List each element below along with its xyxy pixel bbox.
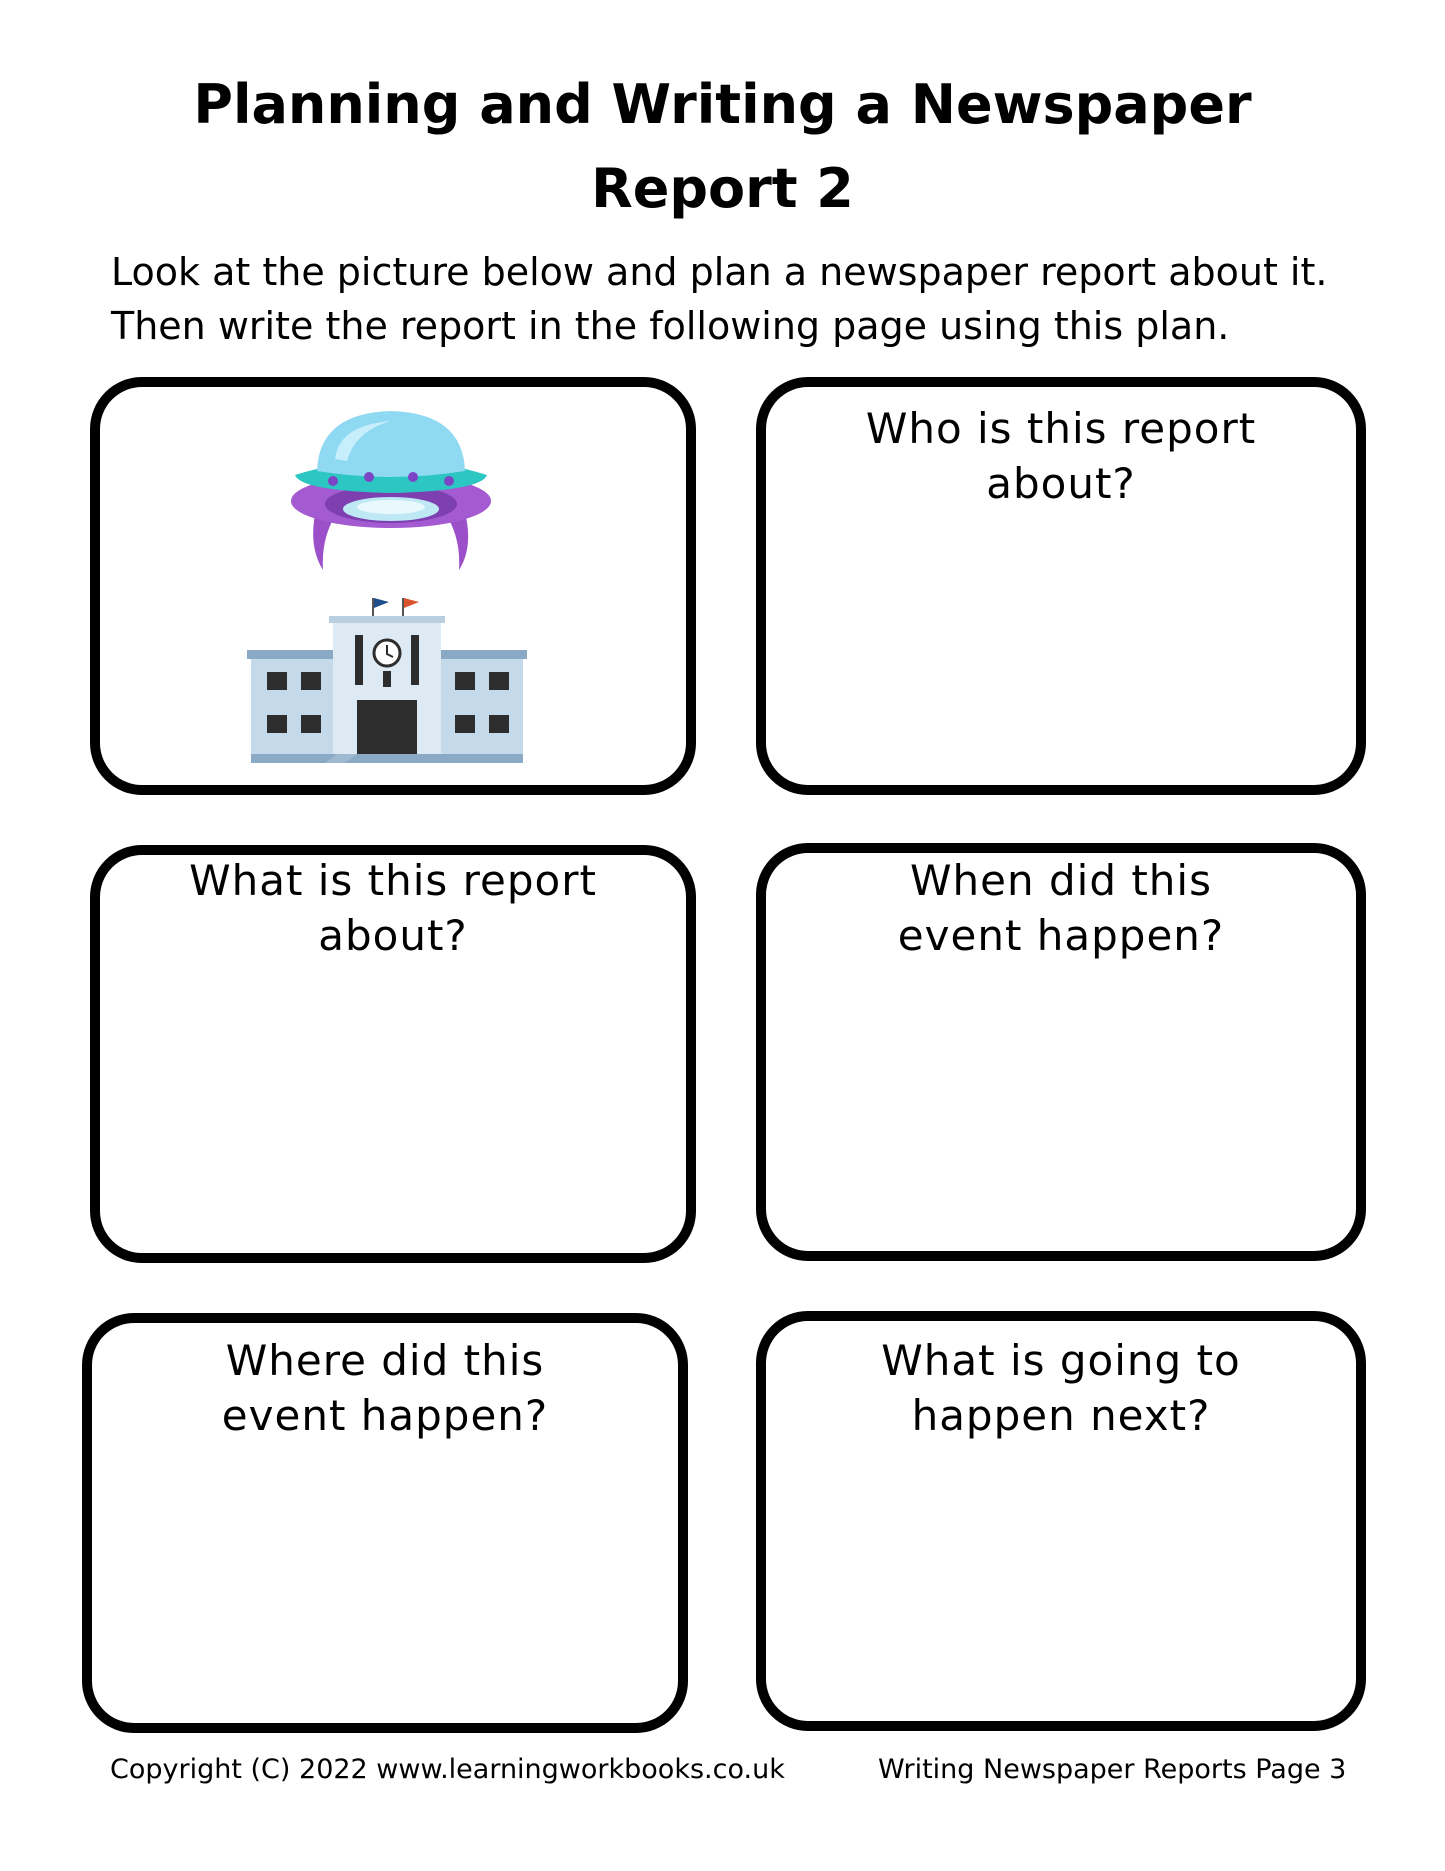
copyright-footer: Copyright (C) 2022 www.learningworkbooks.co.uk: [110, 1754, 785, 1785]
what-question: [100, 853, 686, 963]
when-question-line-2: event happen?: [897, 911, 1225, 960]
who-question-line-1: Who is this report: [865, 404, 1257, 453]
next-question: [766, 1333, 1356, 1443]
where-box[interactable]: [82, 1313, 688, 1733]
who-question-line-2: about?: [986, 459, 1136, 508]
where-question: [92, 1333, 678, 1443]
instructions: [111, 245, 1371, 353]
page-title-line-2: Report 2: [591, 157, 854, 220]
page-number-footer: Writing Newspaper Reports Page 3: [878, 1754, 1347, 1785]
ufo-icon: [291, 411, 491, 570]
when-box[interactable]: [756, 843, 1366, 1261]
where-question-line-2: event happen?: [221, 1391, 549, 1440]
ufo-school-illustration: [245, 405, 545, 775]
instructions-line-1: Look at the picture below and plan a newspaper report about it.: [111, 250, 1328, 294]
what-question-line-2: about?: [318, 911, 468, 960]
page-title-line-1: Planning and Writing a Newspaper: [193, 73, 1252, 136]
instructions-line-2: Then write the report in the following page using this plan.: [111, 304, 1230, 348]
what-box[interactable]: [90, 845, 696, 1263]
who-question: [766, 401, 1356, 511]
school-building-icon: [247, 598, 527, 763]
what-question-line-1: What is this report: [189, 856, 597, 905]
next-question-line-2: happen next?: [911, 1391, 1211, 1440]
next-question-line-1: What is going to: [881, 1336, 1241, 1385]
who-box[interactable]: [756, 377, 1366, 795]
when-question-line-1: When did this: [910, 856, 1212, 905]
next-box[interactable]: [756, 1311, 1366, 1731]
when-question: [766, 853, 1356, 963]
where-question-line-1: Where did this: [225, 1336, 545, 1385]
